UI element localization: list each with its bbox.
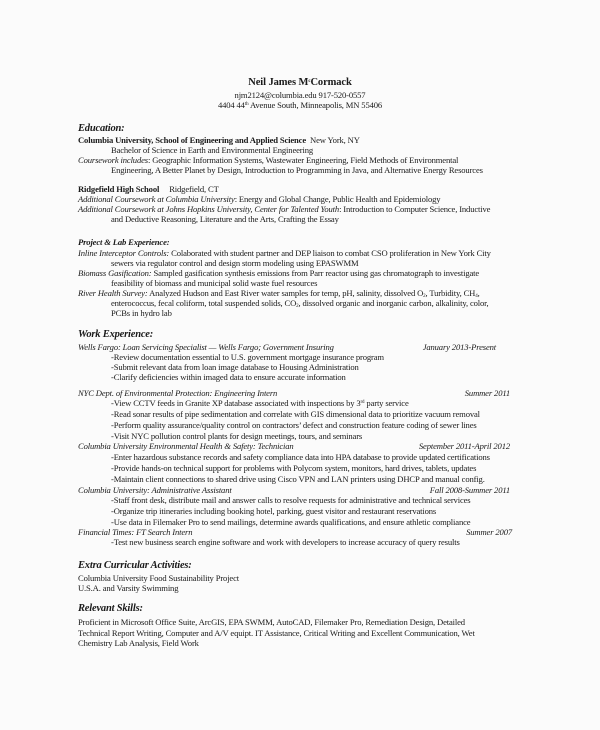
name-first: Neil James M [248, 77, 309, 88]
superscript: rd [360, 400, 365, 405]
project-text: enterococcus, fecal coliform, total suspended solids, CO [111, 298, 297, 308]
subscript: 4 [475, 294, 478, 299]
additional-coursework-jhu-2: and Deductive Reasoning, Literature and the Arts, Crafting the Essay [111, 214, 339, 224]
activity-item: Columbia University Food Sustainability Project [78, 573, 239, 583]
project-item-cont [111, 298, 489, 308]
subscript: 2 [423, 294, 426, 299]
project-item-cont: PCBs in hydro lab [111, 308, 172, 318]
add1-text: : Energy and Global Change, Public Health and Epidemiology [234, 194, 441, 204]
coursework-text: : Geographic Information Systems, Wastewater Engineering, Field Methods of Environmental [147, 155, 459, 165]
subscript: 2 [296, 304, 299, 309]
job-bullet: -Review documentation essential to U.S. government mortgage insurance program [111, 352, 384, 362]
skills-heading: Relevant Skills: [78, 603, 143, 614]
skills-line: Chemistry Lab Analysis, Field Work [78, 638, 199, 648]
project-label: Biomass Gasification: [78, 268, 152, 278]
job-bullet: -Use data in Filemaker Pro to send mailings, determine awards qualifications, and ensure athletic compliance [111, 517, 471, 527]
job-bullet: -Staff front desk, distribute mail and answer calls to resolve requests for administrative and technical services [111, 495, 471, 505]
additional-coursework-jhu [78, 204, 490, 214]
name-superscript: c [308, 79, 311, 84]
columbia-school-line [78, 135, 360, 145]
address-superscript: th [244, 102, 249, 107]
address-number: 4404 44 [217, 100, 245, 110]
project-text: Sampled gasification synthesis emissions from Parr reactor using gas chromatograph to investigate [151, 268, 480, 278]
candidate-name [0, 78, 600, 88]
columbia-location: New York, NY [310, 135, 360, 145]
job-bullet: -Submit relevant data from loan image database to Housing Administration [111, 362, 359, 372]
address-line [0, 100, 600, 110]
project-text: , dissolved organic and inorganic carbon, alkalinity, color, [298, 298, 489, 308]
activities-heading: Extra Curricular Activities: [78, 560, 192, 571]
coursework-label: Coursework includes [78, 155, 148, 165]
project-item-cont: sewers via regulator control and design storm modeling using EPASWMM [111, 258, 359, 268]
bullet-text: -View CCTV feeds in Granite XP database associated with inspections by 3 [111, 398, 361, 408]
job-title: Columbia University Environmental Health & Safety: Technician [78, 441, 294, 451]
contact-line: njm2124@columbia.edu 917-520-0557 [234, 90, 366, 100]
skills-line: Proficient in Microsoft Office Suite, ArcGIS, EPA SWMM, AutoCAD, Filemaker Pro, Remediation Design, Detailed [78, 617, 465, 627]
project-label: River Health Survey: [78, 288, 148, 298]
job-bullet: -Read sonar results of pipe sedimentation and correlate with GIS dimensional data to prioritize vacuum removal [111, 409, 480, 419]
job-title: Wells Fargo: Loan Servicing Specialist — Wells Fargo; Government Insuring [78, 342, 334, 352]
job-bullet: -Clarify deficiencies within imaged data to ensure accurate information [111, 372, 346, 382]
project-text: , Turbidity, CH [425, 288, 476, 298]
job-dates: January 2013-Present [422, 342, 496, 352]
bullet-text: party service [364, 398, 409, 408]
job-dates: Summer 2011 [464, 388, 510, 398]
projects-heading: Project & Lab Experience: [78, 237, 170, 247]
work-heading: Work Experience: [78, 329, 154, 340]
columbia-school: Columbia University, School of Engineering and Applied Science [78, 135, 307, 145]
job-bullet: -Perform quality assurance/quality control on contractors’ defect and construction feature coding of sewer lines [111, 420, 477, 430]
job-title: Financial Times: FT Search Intern [78, 527, 193, 537]
job-bullet: -Enter hazardous substance records and safety compliance data into HPA database to provide updated certifications [111, 452, 490, 462]
add1-label: Additional Coursework at Columbia University [78, 194, 235, 204]
project-item [78, 268, 479, 278]
job-bullet [111, 398, 409, 408]
coursework-line [78, 155, 458, 165]
project-label: Inline Interceptor Controls: [78, 248, 170, 258]
add2-label: Additional Coursework at Johns Hopkins University, Center for Talented Youth [78, 204, 340, 214]
ridgefield-location: Ridgefield, CT [169, 184, 219, 194]
job-title: Columbia University: Administrative Assistant [78, 485, 232, 495]
name-last: Cormack [310, 77, 352, 88]
address-rest: Avenue South, Minneapolis, MN 55406 [248, 100, 383, 110]
project-text: Colaborated with student partner and DEP liaison to combat CSO proliferation in New York City [169, 248, 491, 258]
project-text: , [477, 288, 480, 298]
job-dates: September 2011-April 2012 [418, 441, 510, 451]
project-item-cont: feasibility of biomass and municipal solid waste fuel resources [111, 278, 318, 288]
project-item [78, 288, 480, 298]
add2-text: : Introduction to Computer Science, Inductive [339, 204, 491, 214]
education-heading: Education: [78, 123, 125, 134]
job-bullet: -Maintain client connections to shared drive using Cisco VPN and LAN printers using DHCP and manual config. [111, 474, 485, 484]
job-bullet: -Test new business search engine software and work with developers to increase accuracy of query results [111, 537, 460, 547]
ridgefield-school-line [78, 184, 219, 194]
project-text: Analyzed Hudson and East River water samples for temp, pH, salinity, dissolved O [147, 288, 424, 298]
project-item [78, 248, 491, 258]
job-bullet: -Visit NYC pollution control plants for design meetings, tours, and seminars [111, 431, 363, 441]
job-dates: Fall 2008-Summer 2011 [429, 485, 510, 495]
activity-item: U.S.A. and Varsity Swimming [78, 583, 179, 593]
job-bullet: -Organize trip itineraries including booking hotel, parking, guest visitor and restaurant reservations [111, 506, 437, 516]
columbia-degree: Bachelor of Science in Earth and Environmental Engineering [111, 145, 314, 155]
job-title: NYC Dept. of Environmental Protection: Engineering Intern [78, 388, 278, 398]
job-bullet: -Provide hands-on technical support for problems with Polycom system, monitors, hard drives, tablets, updates [111, 463, 477, 473]
job-dates: Summer 2007 [466, 527, 512, 537]
skills-line: Technical Report Writing, Computer and A/V equipt. IT Assistance, Critical Writing and Excellent Communication, Wet [78, 628, 475, 638]
additional-coursework-columbia [78, 194, 440, 204]
coursework-line-2: Engineering, A Better Planet by Design, Introduction to Programming in Java, and Alternative Energy Resources [111, 165, 483, 175]
ridgefield-school: Ridgefield High School [78, 184, 160, 194]
